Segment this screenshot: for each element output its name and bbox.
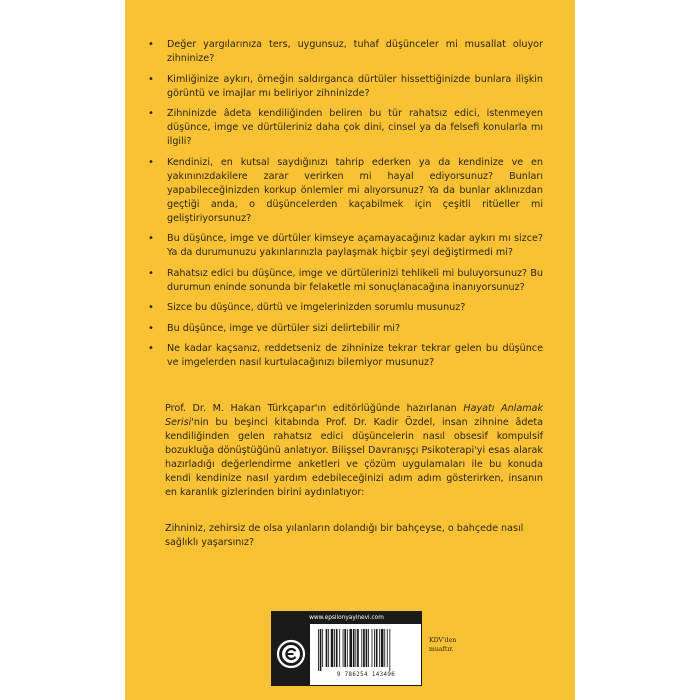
list-item: • Zihninizde âdeta kendiliğinden beliren bu tür rahatsız edici, istenmeyen düşünce, imge ve dürtüleriniz daha çok dini, cinsel ya da felsefi konularla mı ilgili?	[148, 108, 543, 147]
bullet-icon: •	[148, 322, 154, 334]
bullet-icon: •	[148, 156, 154, 168]
isbn-number: 9 786254 143496	[336, 672, 396, 678]
bullet-icon: •	[148, 267, 154, 279]
closing-question: Zihniniz, zehirsiz de olsa yılanların dolandığı bir bahçeyse, o bahçede nasıl sağlıklı yaşarsınız?	[165, 523, 524, 548]
series-title: Hayatı Anlamak Serisi	[165, 403, 543, 428]
bullet-icon: •	[148, 108, 154, 119]
description-paragraph: Prof. Dr. M. Hakan Türkçapar'ın editörlüğünde hazırlanan Hayatı Anlamak Serisi'nin bu beşinci kitabında Prof. Dr. Kadir Özdel, insan zihnine âdeta kendiliğinden gelen rahatsız edici düşüncelerin nasıl obsesif kompulsif bozukluğa dönüştüğünü anlatıyor. Bilişsel Davranışçı Psikoterapi'yi esas alarak hazırladığı değerlendirme anketleri ve çözüm uygulamaları ile bu konuda kendi kendinize nasıl yardım edebileceğinizi adım adım gösterirken, insanın en karanlık gizlerinden birini aydınlatıyor:	[165, 403, 543, 498]
tax-note: KDV'den muaftır.	[429, 637, 457, 653]
list-item: • Sizce bu düşünce, dürtü ve imgelerinizden sorumlu musunuz?	[148, 302, 466, 313]
list-item: • Bu düşünce, imge ve dürtüler kimseye açamayacağınız kadar aykırı mı sizce? Ya da durumunuzu yakınlarınızla paylaşmak hiçbir şeyi değiştirmedi mi?	[148, 233, 543, 258]
barcode	[316, 629, 416, 671]
back-cover	[125, 0, 575, 700]
publisher-logo	[272, 624, 310, 685]
list-item: • Rahatsız edici bu düşünce, imge ve dürtülerinizi tehlikeli mi buluyorsunuz? Bu durumun eninde sonunda bir felaketle mi sonuçlanacağına inanıyorsunuz?	[148, 267, 543, 293]
list-item: • Ne kadar kaçsanız, reddetseniz de zihninize tekrar tekrar gelen bu düşünce ve imgelerden nasıl kurtulacağınızı bilemiyor musunuz?	[148, 343, 543, 368]
publisher-url: www.epsilonyayinevi.com	[272, 612, 421, 624]
bullet-icon: •	[148, 39, 154, 50]
list-item: • Kendinizi, en kutsal saydığınızı tahrip ederken ya da kendinize ve en yakınınızdakilere zarar verirken mi hayal ediyorsunuz? Bunları yapabileceğinizden korkup önlemler mi alıyorsunuz? Ya da bunlar aklınızdan geçtiği anda, o düşüncelerden kaçabilmek için çeşitli ritüeller mi geliştiriyorsunuz?	[148, 156, 543, 224]
bullet-icon: •	[148, 233, 154, 244]
bullet-icon: •	[148, 73, 154, 85]
question-list	[148, 38, 543, 377]
barcode-panel	[271, 611, 422, 686]
list-item: • Değer yargılarınıza ters, uygunsuz, tuhaf düşünceler mi musallat oluyor zihninize?	[148, 39, 543, 64]
list-item: • Kimliğinize aykırı, örneğin saldırganca dürtüler hissettiğinizde bunlara ilişkin görüntü ve imajlar mı beliriyor zihninizde?	[148, 73, 543, 99]
epsilon-logo-icon	[276, 639, 306, 669]
bullet-icon: •	[148, 343, 154, 354]
list-item: • Bu düşünce, imge ve dürtüler sizi delirtebilir mi?	[148, 322, 401, 334]
bullet-icon: •	[148, 302, 154, 313]
